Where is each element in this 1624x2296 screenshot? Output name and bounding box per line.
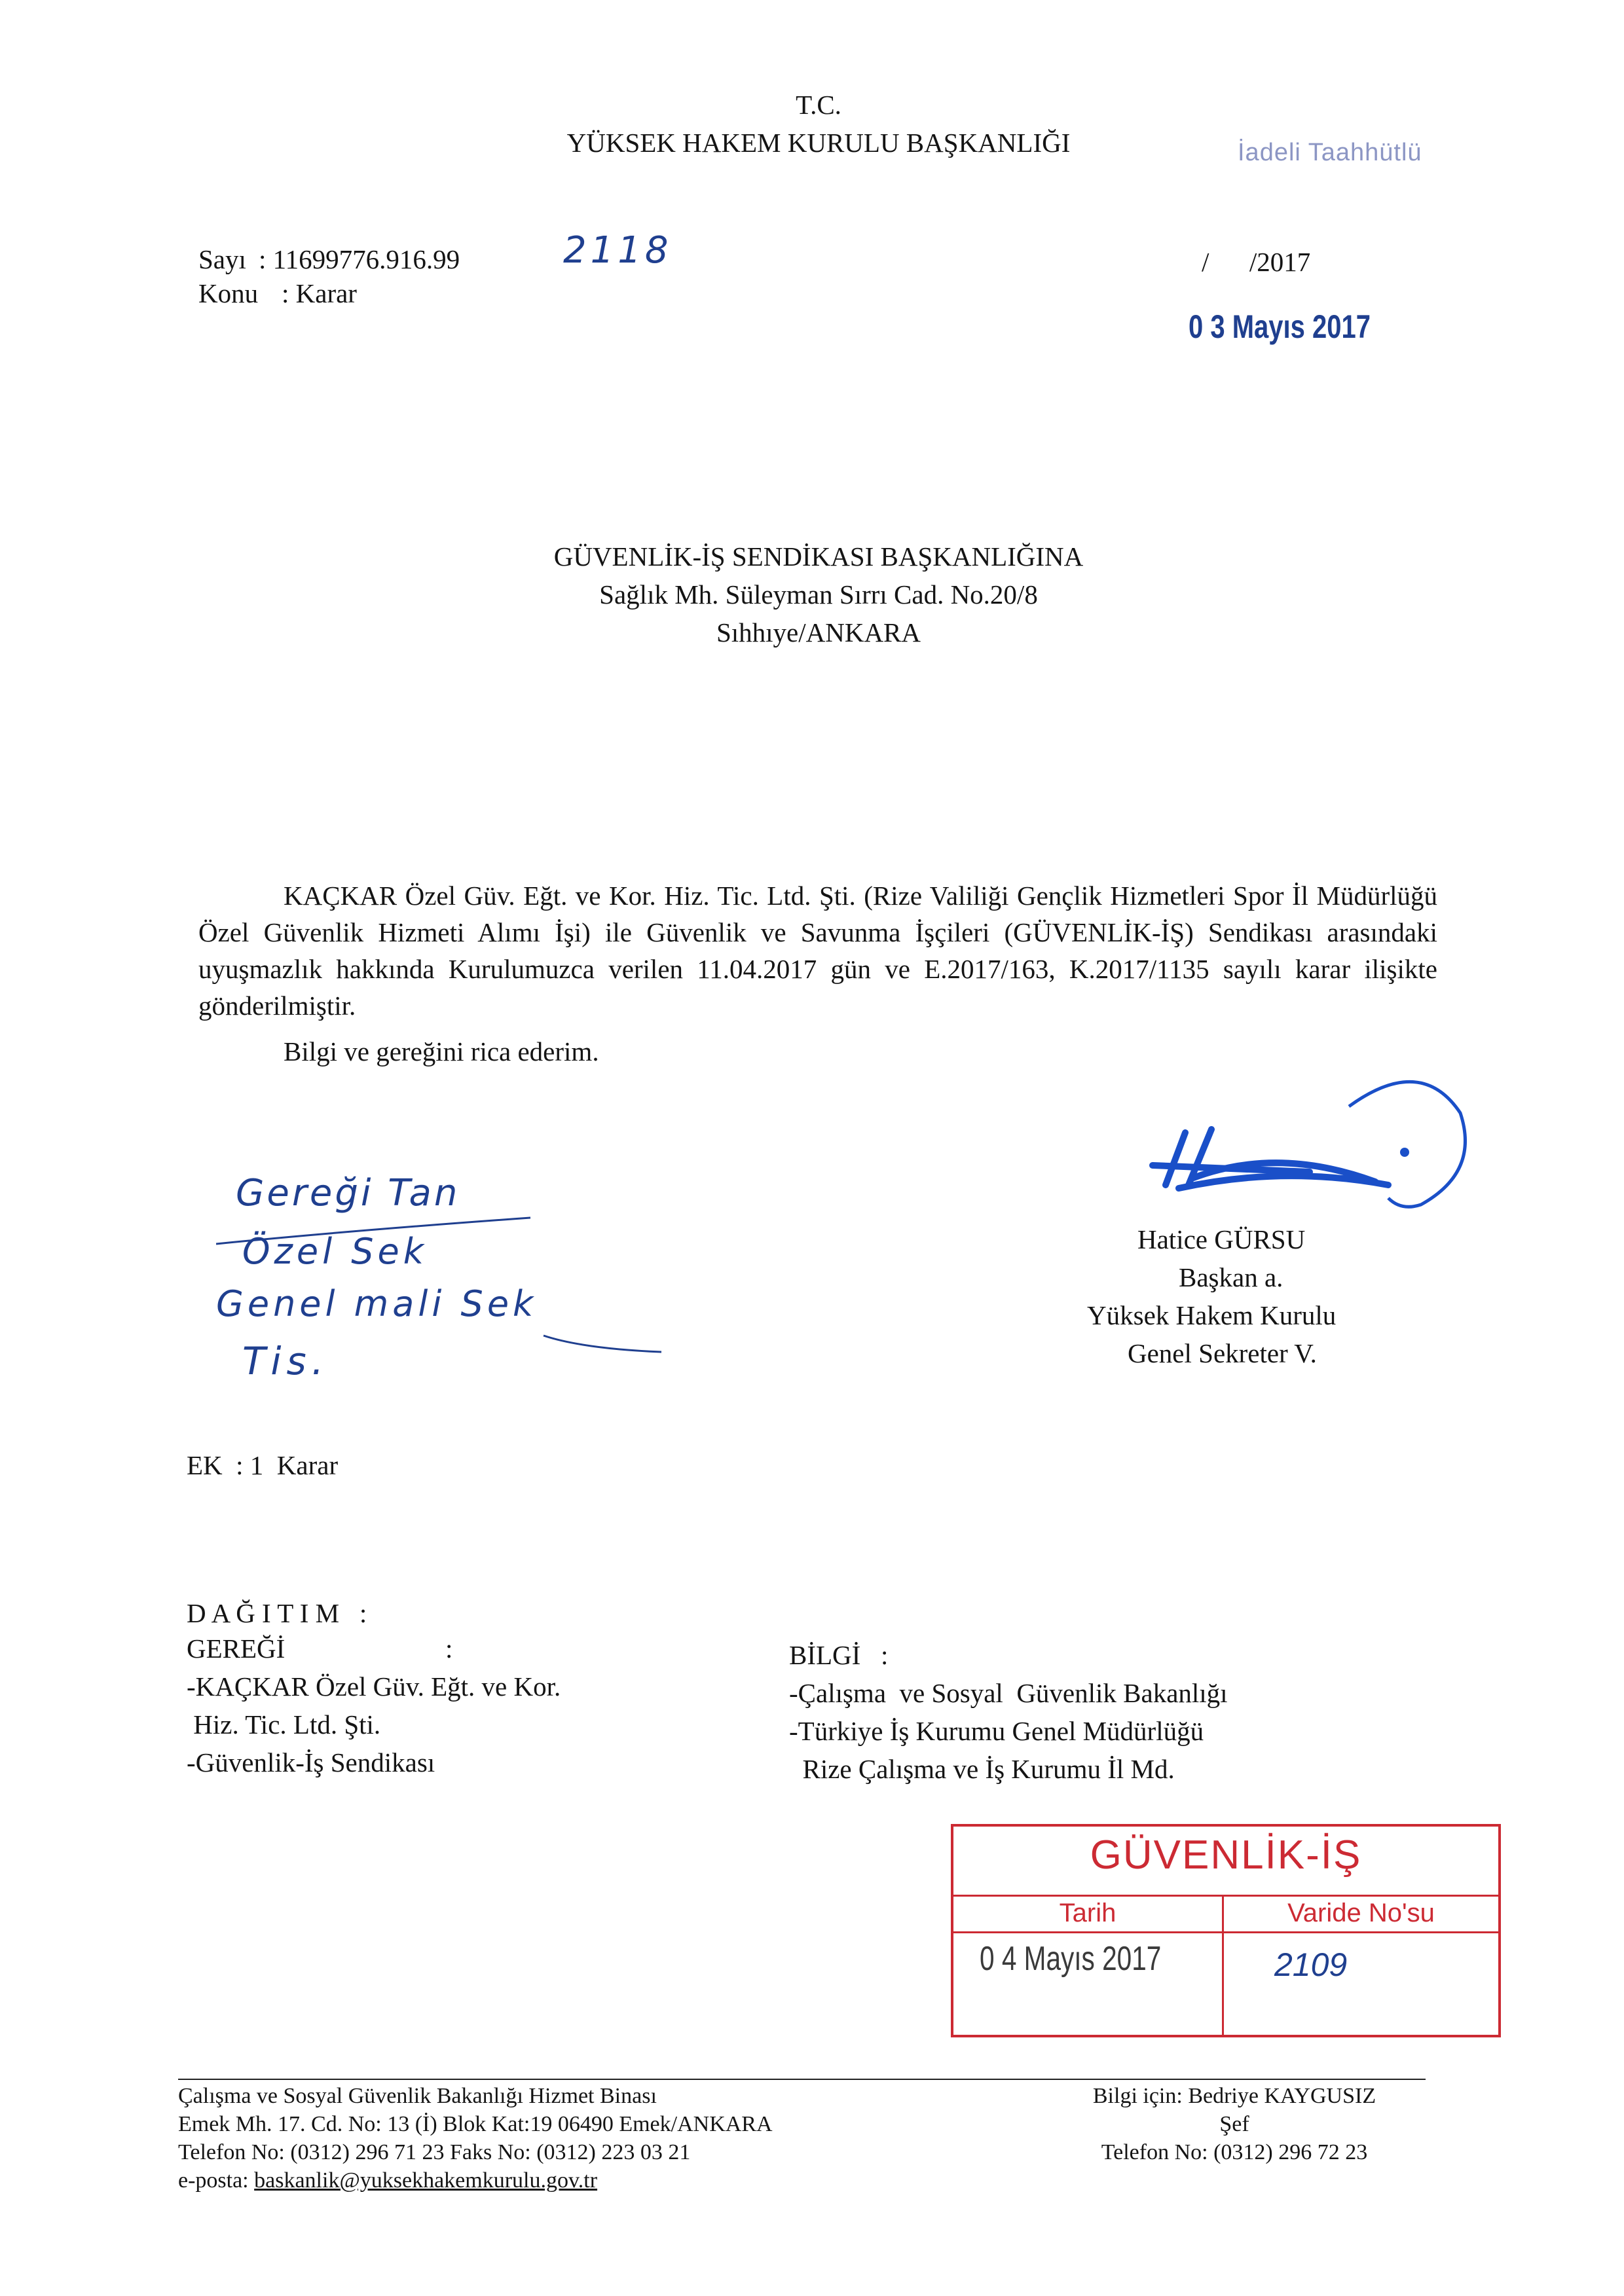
signature-scribble	[1113, 1067, 1480, 1237]
recipient-address: Sağlık Mh. Süleyman Sırrı Cad. No.20/8	[599, 579, 1038, 610]
geregi-item-1: -KAÇKAR Özel Güv. Eğt. ve Kor.	[187, 1671, 561, 1702]
footer-phone-fax: Telefon No: (0312) 296 71 23 Faks No: (0312) 223 03 21	[178, 2140, 691, 2164]
footer-address-line-1: Çalışma ve Sosyal Güvenlik Bakanlığı Hizmet Binası	[178, 2084, 657, 2108]
recipient-city: Sıhhıye/ANKARA	[716, 617, 921, 647]
recipient-name: GÜVENLİK-İŞ SENDİKASI BAŞKANLIĞINA	[553, 541, 1084, 572]
konu-value: : Karar	[282, 278, 357, 308]
received-stamp-divider-h	[953, 1895, 1498, 1897]
handwritten-line-4: Tis.	[242, 1339, 329, 1383]
iadeli-taahhutlu-stamp: İadeli Taahhütlü	[1238, 139, 1422, 166]
geregi-item-3: -Güvenlik-İş Sendikası	[187, 1747, 435, 1777]
bilgi-item-2: -Türkiye İş Kurumu Genel Müdürlüğü	[789, 1716, 1204, 1746]
footer-address-line-2: Emek Mh. 17. Cd. No: 13 (İ) Blok Kat:19 06490 Emek/ANKARA	[178, 2112, 773, 2136]
footer-email-row	[178, 2166, 773, 2195]
signatory-title-1: Başkan a.	[1179, 1262, 1283, 1292]
footer-contact-title: Şef	[1219, 2112, 1249, 2136]
konu-label: Konu	[198, 278, 259, 308]
signatory-name: Hatice GÜRSU	[1137, 1224, 1306, 1254]
geregi-colon: :	[445, 1633, 453, 1664]
footer-left	[178, 2082, 773, 2195]
signatory-title-3: Genel Sekreter V.	[1128, 1338, 1317, 1368]
date-received-stamp: 0 3 Mayıs 2017	[1189, 308, 1371, 345]
handwritten-line-1: Gereği Tan	[236, 1172, 460, 1214]
sayi-value: : 11699776.916.99	[259, 244, 460, 274]
body-closing: Bilgi ve gereğini rica ederim.	[284, 1036, 599, 1066]
bilgi-label: BİLGİ :	[789, 1640, 889, 1670]
handwritten-line-3: Genel mali Sek	[216, 1283, 538, 1324]
header-institution: YÜKSEK HAKEM KURULU BAŞKANLIĞI	[566, 128, 1071, 158]
sayi-label: Sayı	[198, 244, 246, 274]
bilgi-item-1: -Çalışma ve Sosyal Güvenlik Bakanlığı	[789, 1678, 1228, 1708]
received-stamp-title: GÜVENLİK-İŞ	[1090, 1832, 1362, 1878]
handwritten-annotation	[216, 1172, 674, 1401]
received-stamp-divider-h2	[953, 1931, 1498, 1933]
body-paragraph-text: KAÇKAR Özel Güv. Eğt. ve Kor. Hiz. Tic. Ltd. Şti. (Rize Valiliği Gençlik Hizmetleri Spor İl Müdürlüğü Özel Güvenlik Hizmeti Alımı İşi) ile Güvenlik ve Savunma İşçileri (GÜVENLİK-İŞ) Sendikası arasındaki uyuşmazlık hakkında Kurulumuzca verilen 11.04.2017 gün ve E.2017/163, K.2017/1135 sayılı karar ilişikte gönderilmiştir.	[198, 881, 1437, 1021]
attachment-line: EK : 1 Karar	[187, 1450, 339, 1480]
geregi-item-2: Hiz. Tic. Ltd. Şti.	[187, 1709, 381, 1740]
handwritten-line-2: Özel Sek	[242, 1231, 428, 1272]
received-stamp-col-number: Varide No'su	[1287, 1899, 1435, 1927]
footer-divider	[178, 2079, 1426, 2080]
letter-date: / /2017	[1202, 247, 1311, 277]
received-stamp-date-value: 0 4 Mayıs 2017	[980, 1940, 1162, 1978]
footer-email-link[interactable]: baskanlik@yuksekhakemkurulu.gov.tr	[254, 2168, 598, 2193]
handwritten-underline-strokes	[216, 1172, 674, 1401]
header-tc: T.C.	[796, 90, 841, 120]
footer-contact-phone: Telefon No: (0312) 296 72 23	[1101, 2140, 1368, 2164]
signatory-title-2: Yüksek Hakem Kurulu	[1087, 1300, 1337, 1330]
footer-contact-person: Bilgi için: Bedriye KAYGUSIZ	[1092, 2084, 1376, 2108]
received-stamp	[951, 1824, 1501, 2037]
bilgi-item-3: Rize Çalışma ve İş Kurumu İl Md.	[789, 1754, 1175, 1784]
dagitim-title: D A Ğ I T I M :	[187, 1598, 367, 1628]
sayi-handwritten-number: 2118	[563, 229, 673, 272]
footer-email-label: e-posta:	[178, 2168, 255, 2193]
geregi-label: GEREĞİ	[187, 1633, 286, 1664]
footer-right	[1041, 2082, 1428, 2166]
received-stamp-number-value: 2109	[1274, 1946, 1348, 1983]
body-paragraph	[198, 877, 1437, 1024]
received-stamp-col-date: Tarih	[1059, 1899, 1116, 1927]
